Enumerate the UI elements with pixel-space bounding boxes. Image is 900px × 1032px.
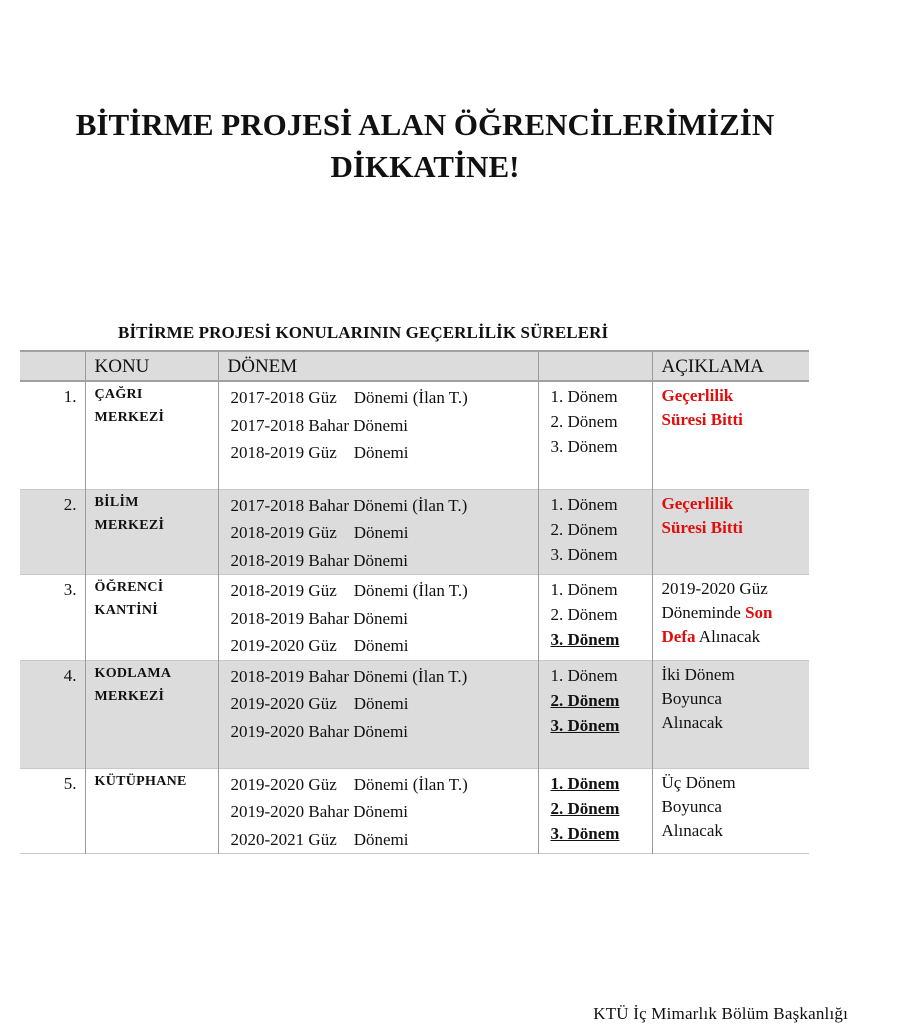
header-konu: KONU (85, 351, 218, 381)
topic-cell (85, 489, 218, 575)
note-cell (652, 575, 809, 661)
note-emphasis: Son (745, 603, 773, 622)
topic-line: ÇAĞRI (94, 387, 143, 402)
semester-line: 1. Dönem (550, 665, 618, 685)
note-text: İki Dönem (661, 664, 735, 684)
semester-line-highlighted: 3. Dönem (550, 823, 620, 843)
topic-line: MERKEZİ (94, 517, 165, 533)
note-text: 2019-2020 Güz (661, 579, 768, 598)
table-row (20, 381, 809, 489)
note-cell (652, 660, 809, 768)
note-cell (652, 768, 809, 854)
term-line: 2019-2020 Bahar Dönemi (230, 802, 409, 821)
terms-cell (218, 381, 538, 489)
term-line: 2019-2020 Güz Dönemi (İlan T.) (230, 774, 468, 794)
topic-line: KODLAMA (94, 665, 172, 681)
semester-cell (538, 660, 652, 768)
semester-line: 3. Dönem (550, 437, 618, 456)
term-line: 2018-2019 Bahar Dönemi (230, 550, 409, 570)
table-row (20, 660, 809, 768)
row-number: 1. (20, 381, 85, 489)
term-line: 2018-2019 Güz Dönemi (İlan T.) (230, 581, 468, 600)
topic-line: KÜTÜPHANE (94, 773, 187, 789)
topic-line: ÖĞRENCİ (94, 580, 164, 595)
term-line: 2018-2019 Bahar Dönemi (İlan T.) (230, 666, 468, 686)
term-line: 2020-2021 Güz Dönemi (230, 829, 409, 849)
term-line: 2019-2020 Bahar Dönemi (230, 721, 409, 741)
terms-cell (218, 768, 538, 854)
terms-cell (218, 489, 538, 575)
header-num (20, 351, 85, 381)
term-line: 2017-2018 Bahar Dönemi (230, 415, 409, 435)
page-title (0, 104, 850, 188)
term-line: 2018-2019 Güz Dönemi (230, 523, 409, 542)
semester-line: 2. Dönem (550, 519, 618, 539)
table-header-row (20, 351, 809, 381)
semester-cell (538, 489, 652, 575)
note-text: Boyunca (661, 688, 722, 708)
semester-line-highlighted: 2. Dönem (550, 690, 620, 710)
topic-cell (85, 381, 218, 489)
note-text: Döneminde (661, 603, 741, 622)
topic-line: MERKEZİ (94, 410, 165, 425)
table-row (20, 768, 809, 854)
note-text: Üç Dönem (661, 772, 736, 792)
semester-cell (538, 381, 652, 489)
footer-signature: KTÜ İç Mimarlık Bölüm Başkanlığı (593, 1004, 848, 1023)
row-number: 4. (20, 660, 85, 768)
semester-line-highlighted: 3. Dönem (550, 630, 620, 649)
validity-table (20, 350, 809, 854)
semester-line: 2. Dönem (550, 412, 618, 431)
note-text: Alınacak (661, 820, 723, 840)
topic-cell (85, 660, 218, 768)
semester-cell (538, 768, 652, 854)
topic-line: KANTİNİ (94, 603, 159, 618)
terms-cell (218, 575, 538, 661)
table-row (20, 575, 809, 661)
semester-cell (538, 575, 652, 661)
term-line: 2018-2019 Güz Dönemi (230, 443, 409, 462)
term-line: 2017-2018 Bahar Dönemi (İlan T.) (230, 495, 468, 515)
title-line-2: DİKKATİNE! (330, 149, 520, 184)
semester-line-highlighted: 1. Dönem (550, 773, 620, 793)
note-cell (652, 381, 809, 489)
semester-line: 3. Dönem (550, 544, 618, 564)
topic-line: MERKEZİ (94, 688, 165, 704)
term-line: 2019-2020 Güz Dönemi (230, 694, 409, 713)
note-text: Alınacak (698, 627, 761, 646)
note-expired: Süresi Bitti (661, 517, 743, 537)
header-aciklama: AÇIKLAMA (652, 351, 809, 381)
semester-line-highlighted: 3. Dönem (550, 715, 620, 735)
semester-line: 2. Dönem (550, 605, 618, 624)
row-number: 2. (20, 489, 85, 575)
term-line: 2019-2020 Güz Dönemi (230, 636, 409, 655)
terms-cell (218, 660, 538, 768)
title-line-1: BİTİRME PROJESİ ALAN ÖĞRENCİLERİMİZİN (75, 107, 775, 142)
row-number: 5. (20, 768, 85, 854)
note-text: Alınacak (661, 712, 723, 732)
note-cell (652, 489, 809, 575)
topic-cell (85, 575, 218, 661)
term-line: 2018-2019 Bahar Dönemi (230, 608, 409, 628)
table-row (20, 489, 809, 575)
note-expired: Geçerlilik (661, 386, 734, 405)
term-line: 2017-2018 Güz Dönemi (İlan T.) (230, 388, 468, 407)
topic-line: BİLİM (94, 494, 139, 510)
note-emphasis: Defa (661, 627, 696, 646)
note-expired: Süresi Bitti (661, 410, 743, 429)
topic-cell (85, 768, 218, 854)
row-number: 3. (20, 575, 85, 661)
header-semester (538, 351, 652, 381)
note-expired: Geçerlilik (661, 493, 734, 513)
table-caption: BİTİRME PROJESİ KONULARININ GEÇERLİLİK SÜRELERİ (118, 323, 609, 342)
semester-line: 1. Dönem (550, 580, 618, 599)
semester-line: 1. Dönem (550, 494, 618, 514)
header-donem: DÖNEM (218, 351, 538, 381)
note-text: Boyunca (661, 796, 722, 816)
semester-line-highlighted: 2. Dönem (550, 798, 620, 818)
semester-line: 1. Dönem (550, 387, 618, 406)
